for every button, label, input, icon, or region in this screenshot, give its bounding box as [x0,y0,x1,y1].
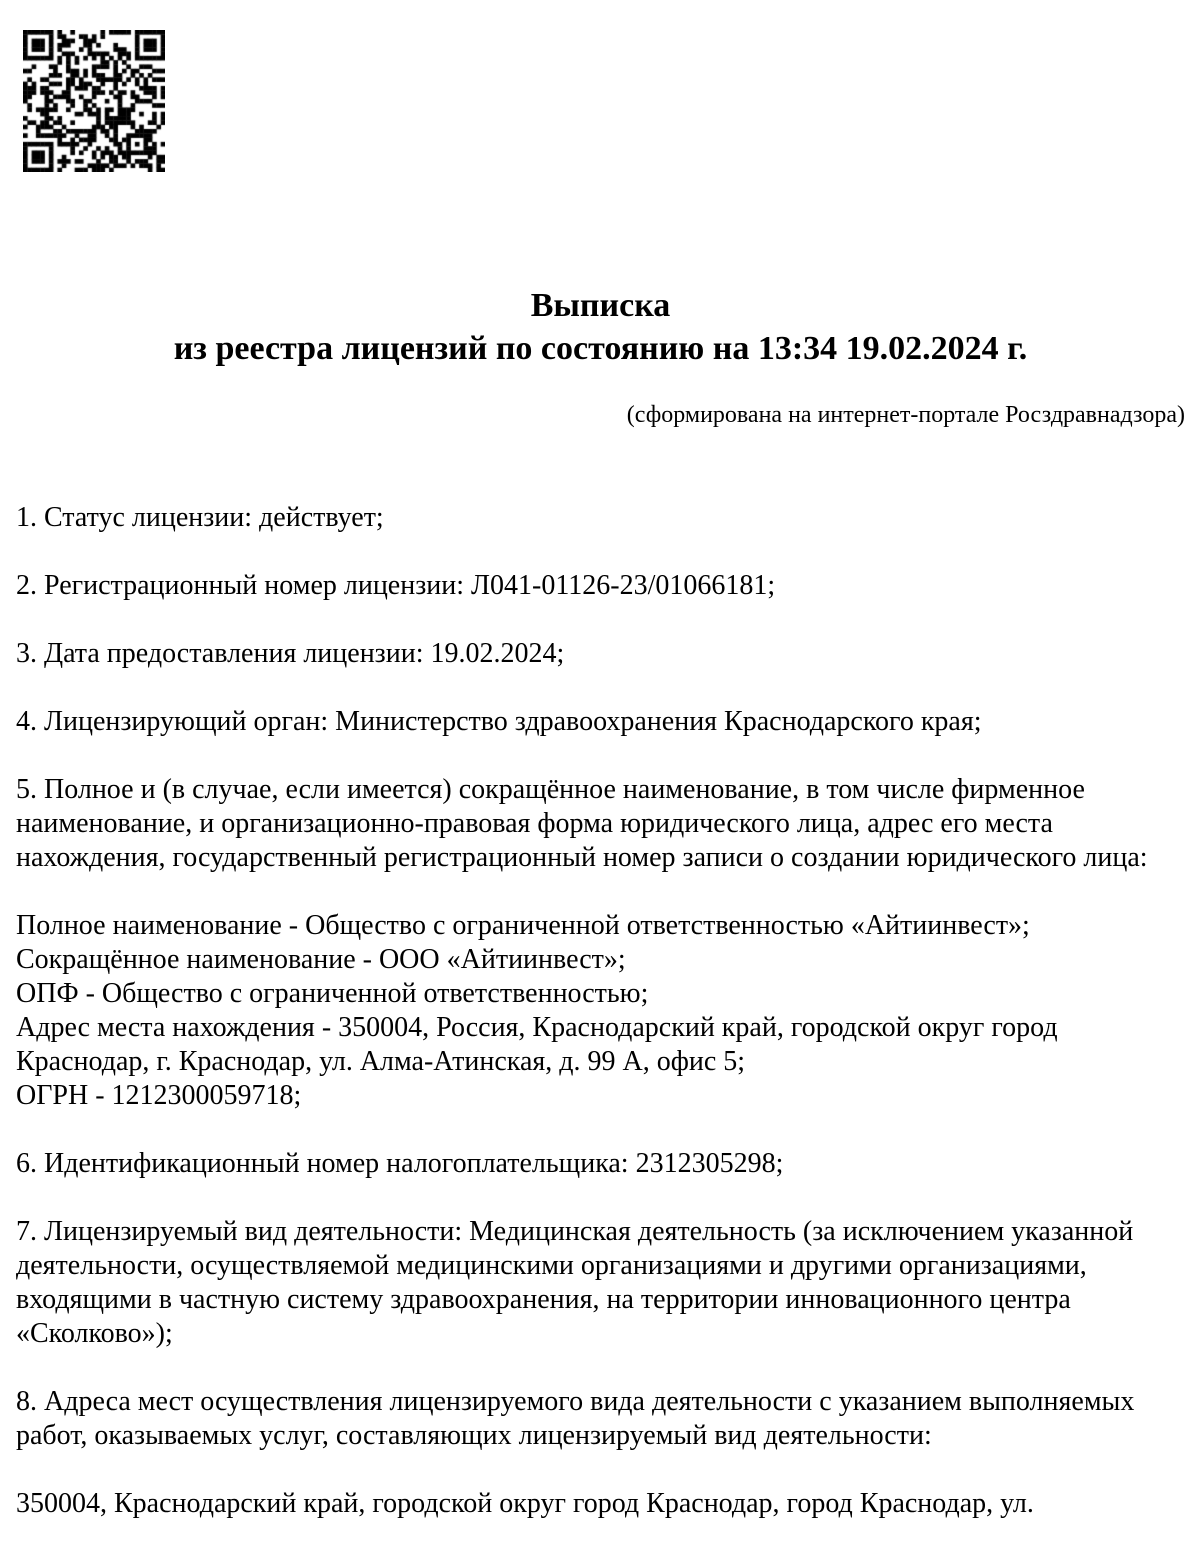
document-title [16,284,1185,370]
licensed-activity: 7. Лицензируемый вид деятельности: Медицинская деятельность (за исключением указанной деятельности, осуществляемой медицинскими организациями и другими организациями, входящими в частную систему здравоохранения, на территории инновационного центра «Сколково»); [16,1216,1134,1349]
licensing-authority: 4. Лицензирующий орган: Министерство здравоохранения Краснодарского края; [16,706,982,737]
license-reg-number: 2. Регистрационный номер лицензии: Л041-01126-23/01066181; [16,570,776,601]
generation-note: (сформирована на интернет-портале Росздравнадзора) [626,402,1185,428]
title-line-2: из реестра лицензий по состоянию на 13:34 19.02.2024 г. [173,330,1028,367]
taxpayer-inn: 6. Идентификационный номер налогоплательщика: 2312305298; [16,1148,784,1179]
activity-addresses-intro: 8. Адреса мест осуществления лицензируемого вида деятельности с указанием выполняемых работ, оказываемых услуг, составляющих лицензируемый вид деятельности: [16,1386,1135,1451]
activity-address: 350004, Краснодарский край, городской округ город Краснодар, город Краснодар, ул. [16,1488,1034,1519]
org-ogrn: ОГРН - 1212300059718; [16,1080,302,1111]
org-short-name: Сокращённое наименование - ООО «Айтиинвест»; [16,944,626,975]
org-info-intro: 5. Полное и (в случае, если имеется) сокращённое наименование, в том числе фирменное наименование, и организационно-правовая форма юридического лица, адрес его места нахождения, государственный регистрационный номер записи о создании юридического лица: [16,774,1148,873]
org-details [16,909,1185,1113]
org-legal-form: ОПФ - Общество с ограниченной ответственностью; [16,978,649,1009]
qr-code-icon [23,30,165,172]
license-grant-date: 3. Дата предоставления лицензии: 19.02.2024; [16,638,565,669]
org-address: Адрес места нахождения - 350004, Россия, Краснодарский край, городской округ город Краснодар, г. Краснодар, ул. Алма-Атинская, д. 99 А, офис 5; [16,1012,1058,1077]
license-status: 1. Статус лицензии: действует; [16,502,384,533]
document-body [16,501,1185,1521]
title-line-1: Выписка [530,287,671,324]
org-full-name: Полное наименование - Общество с ограниченной ответственностью «Айтиинвест»; [16,910,1030,941]
